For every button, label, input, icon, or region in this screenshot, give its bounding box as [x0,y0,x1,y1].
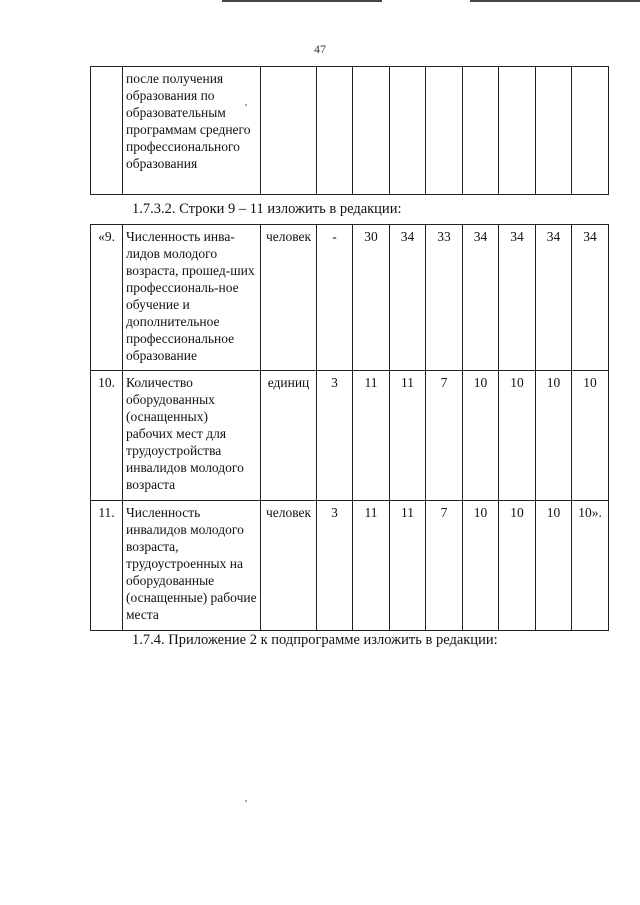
value-cell [390,67,426,195]
value-cell: 10 [536,501,572,631]
row-number-cell: «9. [91,225,123,371]
value-cell [353,67,390,195]
value-cell [499,67,536,195]
paragraph-appendix-2: 1.7.4. Приложение 2 к подпрограмме изложить в редакции: [132,632,498,648]
value-cell: 34 [536,225,572,371]
indicator-name-cell: после получения образования по образовательным программам среднего профессионального образования [123,67,261,195]
table-row [91,67,609,195]
unit-cell: единиц [261,371,317,501]
value-cell: 34 [499,225,536,371]
table-row [91,501,609,631]
value-cell [463,67,499,195]
value-cell: 10 [463,371,499,501]
value-cell: 34 [463,225,499,371]
value-cell: 7 [426,371,463,501]
unit-cell: человек [261,225,317,371]
value-cell: 10 [572,371,609,501]
value-cell [572,67,609,195]
value-cell [317,67,353,195]
value-cell: 11 [390,371,426,501]
value-cell: - [317,225,353,371]
value-cell: 10 [499,371,536,501]
table-row [91,225,609,371]
value-cell: 11 [390,501,426,631]
page-number: 47 [314,42,326,56]
value-cell [426,67,463,195]
value-cell: 3 [317,371,353,501]
value-cell: 3 [317,501,353,631]
row-number-cell: 11. [91,501,123,631]
unit-cell: человек [261,501,317,631]
value-cell: 11 [353,501,390,631]
value-cell: 10». [572,501,609,631]
indicator-name-cell: Численность инва-лидов молодого возраста, прошед-ших профессиональ-ное обучение и дополнительное профессиональное образование [123,225,261,371]
scan-speck [245,800,247,802]
value-cell: 11 [353,371,390,501]
unit-cell [261,67,317,195]
value-cell: 10 [536,371,572,501]
paragraph-rows-9-11: 1.7.3.2. Строки 9 – 11 изложить в редакции: [132,201,402,217]
row-number-cell [91,67,123,195]
indicator-name-cell: Количество оборудованных (оснащенных) рабочих мест для трудоустройства инвалидов молодого возраста [123,371,261,501]
scan-top-rule-right [470,0,640,2]
value-cell: 34 [390,225,426,371]
table-continuation [90,66,609,195]
value-cell: 34 [572,225,609,371]
value-cell: 7 [426,501,463,631]
scan-speck [245,104,247,106]
value-cell: 30 [353,225,390,371]
value-cell [536,67,572,195]
value-cell: 10 [463,501,499,631]
table-row [91,371,609,501]
value-cell: 33 [426,225,463,371]
scan-top-rule-left [222,0,382,2]
value-cell: 10 [499,501,536,631]
row-number-cell: 10. [91,371,123,501]
table-indicators [90,224,609,631]
indicator-name-cell: Численность инвалидов молодого возраста, трудоустроенных на оборудованные (оснащенные) рабочие места [123,501,261,631]
